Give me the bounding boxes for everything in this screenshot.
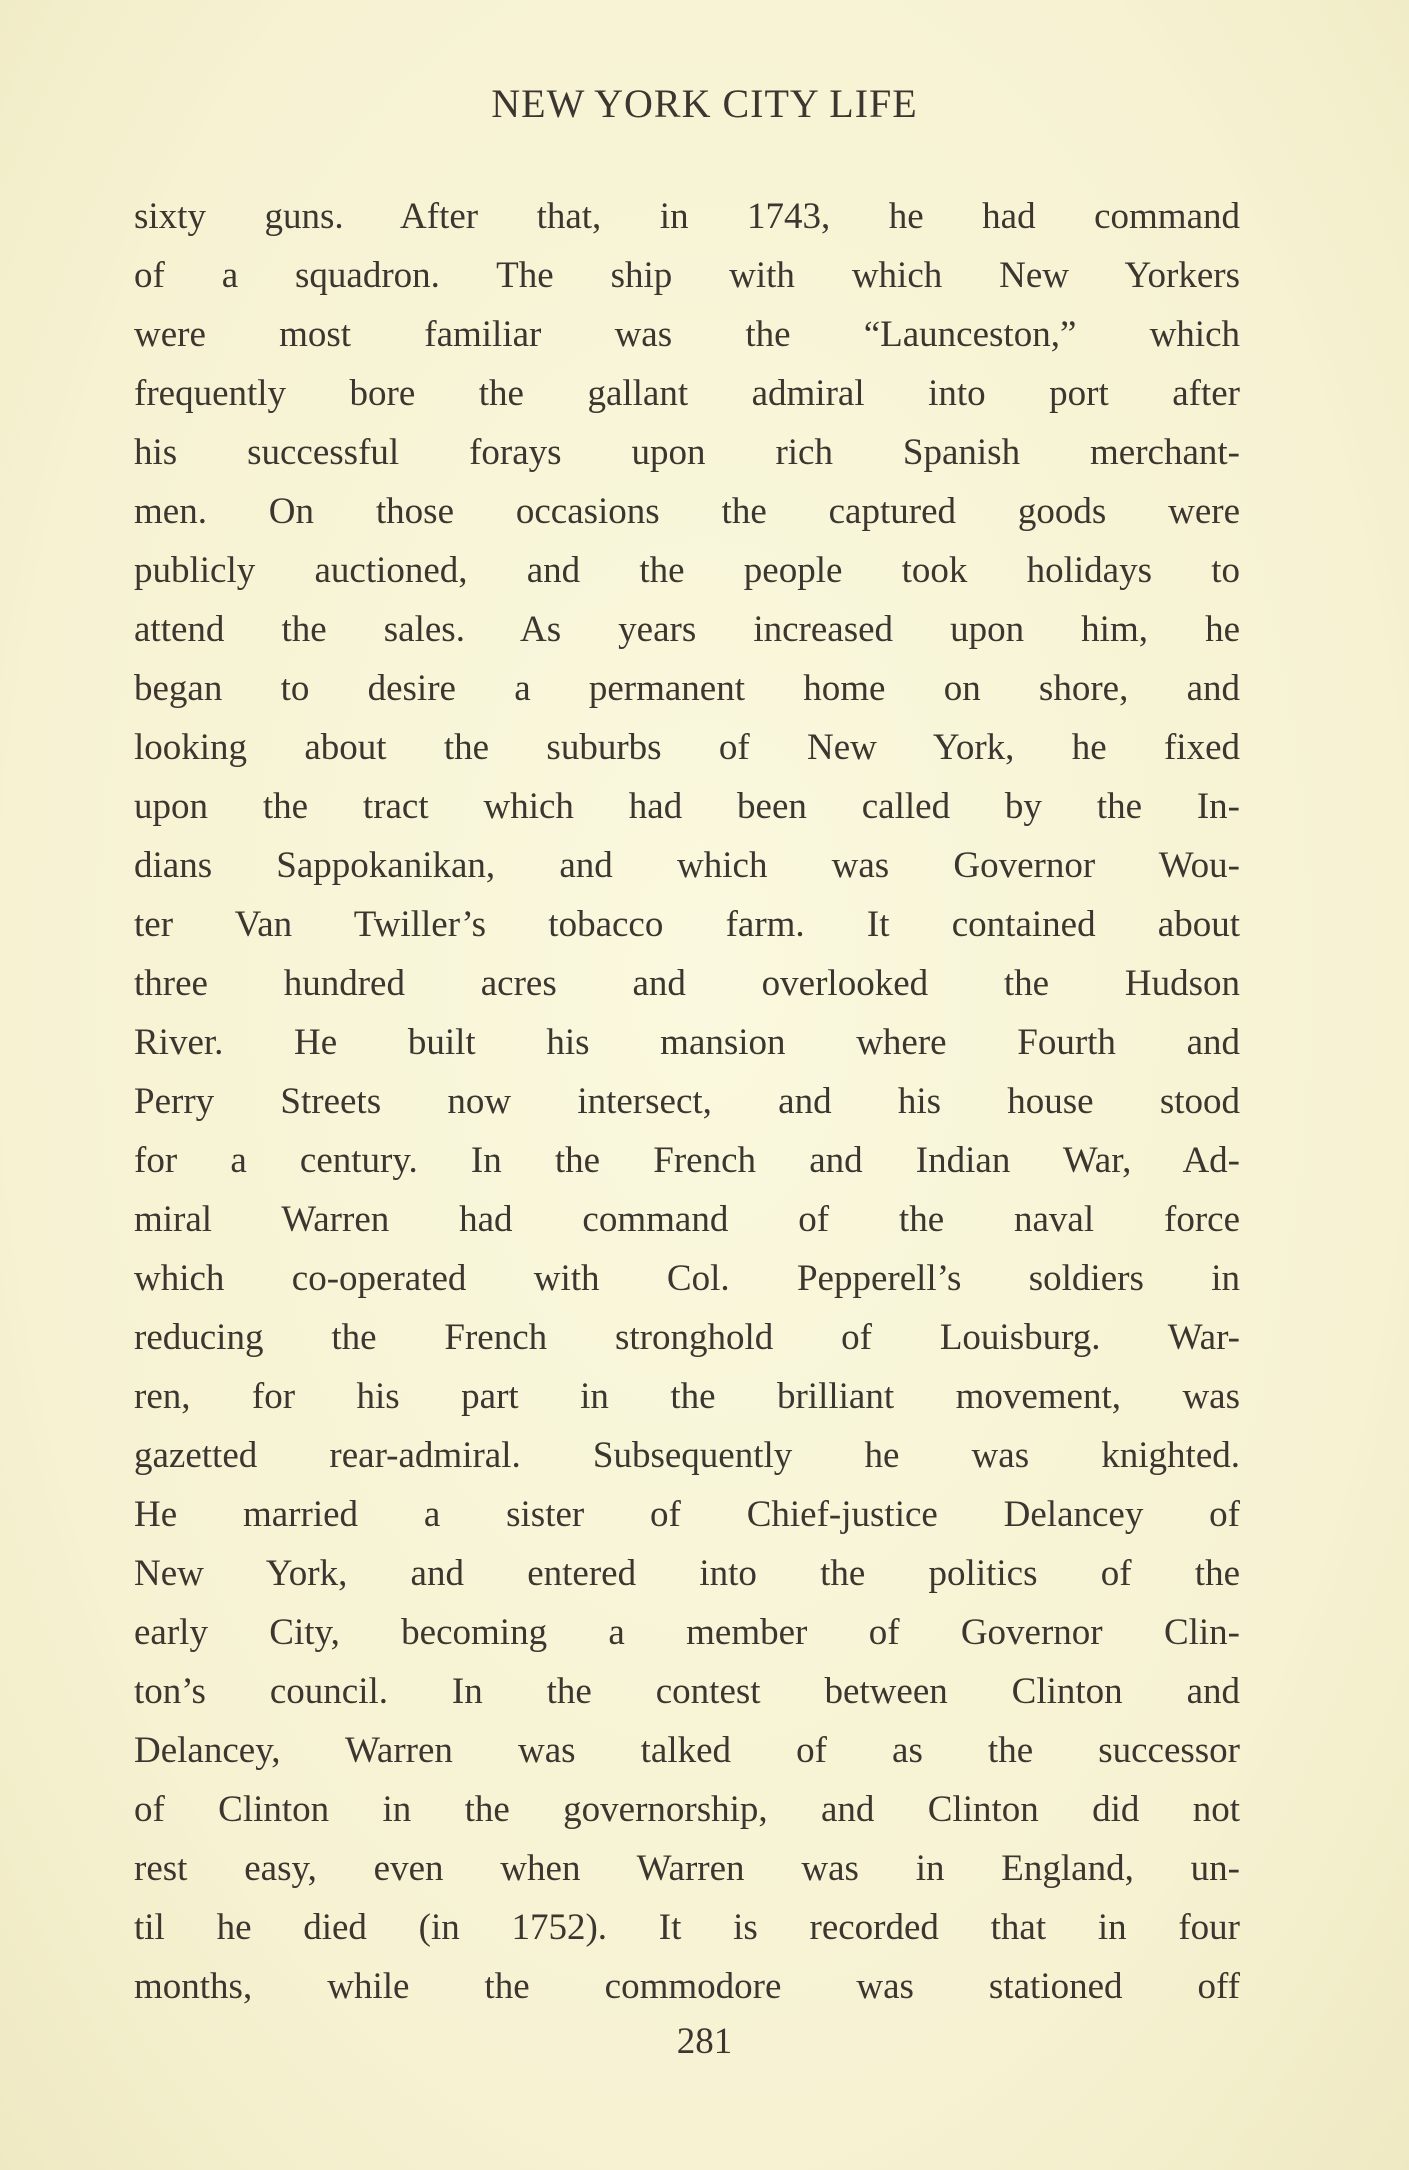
text-line	[134, 600, 1240, 659]
text-line-content: gazetted rear-admiral. Subsequently he was knighted.	[134, 1435, 1240, 1476]
text-line-content: He married a sister of Chief-justice Delancey of	[134, 1494, 1240, 1535]
text-line	[134, 1190, 1240, 1249]
text-line-content: upon the tract which had been called by the In-	[134, 786, 1240, 827]
text-line-content: publicly auctioned, and the people took holidays to	[134, 550, 1240, 591]
text-line-content: early City, becoming a member of Governor Clin-	[134, 1612, 1240, 1653]
text-line	[134, 1662, 1240, 1721]
text-line	[134, 1131, 1240, 1190]
text-line	[134, 1898, 1240, 1957]
text-line-content: New York, and entered into the politics of the	[134, 1553, 1240, 1594]
text-line-content: rest easy, even when Warren was in England, un-	[134, 1848, 1240, 1889]
text-line-content: reducing the French stronghold of Louisburg. War-	[134, 1317, 1240, 1358]
text-line	[134, 1426, 1240, 1485]
text-line	[134, 305, 1240, 364]
body-text	[134, 187, 1240, 2016]
text-line-content: attend the sales. As years increased upon him, he	[134, 609, 1240, 650]
text-line	[134, 1603, 1240, 1662]
text-line-content: began to desire a permanent home on shore, and	[134, 668, 1240, 709]
text-line	[134, 777, 1240, 836]
text-line-content: his successful forays upon rich Spanish merchant-	[134, 432, 1240, 473]
text-line-content: were most familiar was the “Launceston,” which	[134, 314, 1240, 355]
text-line-content: looking about the suburbs of New York, he fixed	[134, 727, 1240, 768]
text-line-content: dians Sappokanikan, and which was Governor Wou-	[134, 845, 1240, 886]
text-line	[134, 954, 1240, 1013]
text-line-content: men. On those occasions the captured goods were	[134, 491, 1240, 532]
text-line-content: miral Warren had command of the naval force	[134, 1199, 1240, 1240]
text-line-content: ter Van Twiller’s tobacco farm. It contained about	[134, 904, 1240, 945]
text-line-content: frequently bore the gallant admiral into port after	[134, 373, 1240, 414]
page-number: 281	[676, 2021, 733, 2062]
text-line	[134, 482, 1240, 541]
text-line	[134, 187, 1240, 246]
text-line	[134, 1367, 1240, 1426]
text-line-content: of a squadron. The ship with which New Yorkers	[134, 255, 1240, 296]
text-line-content: Delancey, Warren was talked of as the successor	[134, 1730, 1240, 1771]
text-line-content: which co-operated with Col. Pepperell’s soldiers in	[134, 1258, 1240, 1299]
text-line	[134, 1957, 1240, 2016]
text-line-content: of Clinton in the governorship, and Clinton did not	[134, 1789, 1240, 1830]
running-header: NEW YORK CITY LIFE	[491, 81, 918, 126]
text-line	[134, 836, 1240, 895]
text-line	[134, 1839, 1240, 1898]
text-line-content: ton’s council. In the contest between Clinton and	[134, 1671, 1240, 1712]
text-line	[134, 718, 1240, 777]
text-line-content: ren, for his part in the brilliant movement, was	[134, 1376, 1240, 1417]
text-line	[134, 246, 1240, 305]
text-line	[134, 541, 1240, 600]
text-line-content: River. He built his mansion where Fourth and	[134, 1022, 1240, 1063]
text-line-content: three hundred acres and overlooked the Hudson	[134, 963, 1240, 1004]
text-line	[134, 364, 1240, 423]
text-line	[134, 1308, 1240, 1367]
text-line-content: for a century. In the French and Indian War, Ad-	[134, 1140, 1240, 1181]
text-line	[134, 1485, 1240, 1544]
text-line	[134, 1072, 1240, 1131]
text-line	[134, 1013, 1240, 1072]
text-line-content: months, while the commodore was stationed off	[134, 1966, 1240, 2007]
text-line	[134, 1544, 1240, 1603]
text-line	[134, 423, 1240, 482]
text-line	[134, 659, 1240, 718]
text-line	[134, 1780, 1240, 1839]
text-line	[134, 1249, 1240, 1308]
text-line	[134, 895, 1240, 954]
text-line-content: til he died (in 1752). It is recorded that in four	[134, 1907, 1240, 1948]
text-line-content: sixty guns. After that, in 1743, he had command	[134, 196, 1240, 237]
text-line-content: Perry Streets now intersect, and his house stood	[134, 1081, 1240, 1122]
text-line	[134, 1721, 1240, 1780]
